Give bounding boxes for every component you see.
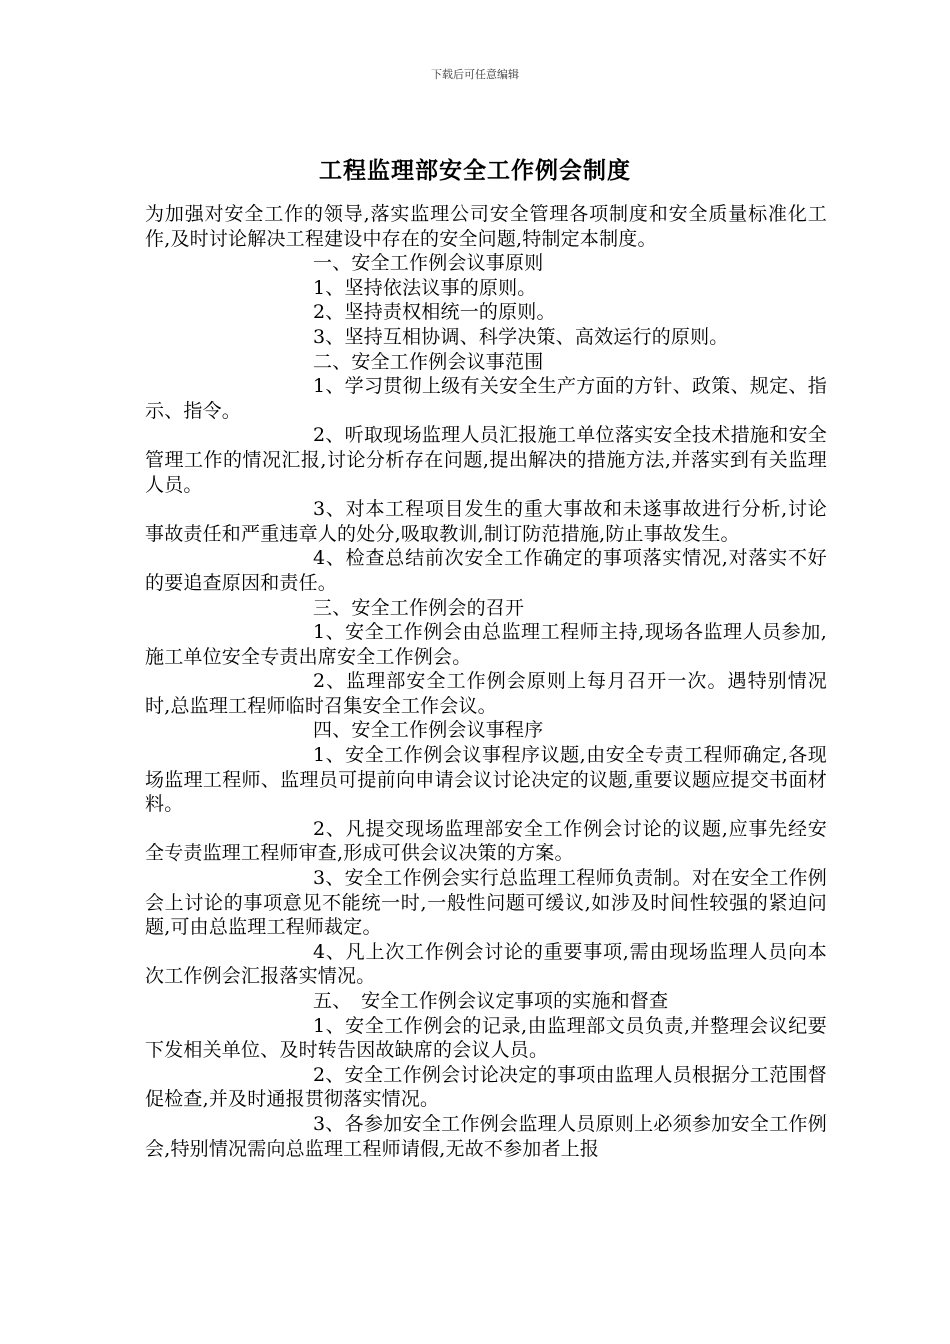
body-paragraph: 4、检查总结前次安全工作确定的事项落实情况,对落实不好的要追查原因和责任。 [145, 547, 827, 594]
document-body [145, 202, 827, 1161]
body-paragraph: 五、 安全工作例会议定事项的实施和督查 [313, 990, 669, 1012]
body-paragraph: 3、各参加安全工作例会监理人员原则上必须参加安全工作例会,特别情况需向总监理工程师请假,无故不参加者上报 [145, 1112, 827, 1160]
body-paragraph: 2、凡提交现场监理部安全工作例会讨论的议题,应事先经安全专责监理工程师审查,形成可供会议决策的方案。 [145, 817, 827, 865]
body-paragraph: 4、凡上次工作例会讨论的重要事项,需由现场监理人员向本次工作例会汇报落实情况。 [145, 940, 827, 988]
body-paragraph: 四、安全工作例会议事程序 [313, 719, 544, 742]
body-paragraph: 2、坚持责权相统一的原则。 [313, 301, 556, 324]
body-paragraph: 3、安全工作例会实行总监理工程师负责制。对在安全工作例会上讨论的事项意见不能统一时,一般性问题可缓议,如涉及时间性较强的紧迫问题,可由总监理工程师裁定。 [145, 867, 827, 939]
body-paragraph: 三、安全工作例会的召开 [313, 596, 525, 619]
body-paragraph: 为加强对安全工作的领导,落实监理公司安全管理各项制度和安全质量标准化工作,及时讨论解决工程建设中存在的安全问题,特制定本制度。 [145, 203, 827, 250]
body-paragraph: 1、坚持依法议事的原则。 [313, 276, 537, 299]
body-paragraph: 1、安全工作例会议事程序议题,由安全专责工程师确定,各现场监理工程师、监理员可提前向申请会议讨论决定的议题,重要议题应提交书面材料。 [145, 744, 827, 816]
body-paragraph: 2、监理部安全工作例会原则上每月召开一次。遇特别情况时,总监理工程师临时召集安全工作会议。 [145, 670, 827, 717]
body-paragraph: 3、坚持互相协调、科学决策、高效运行的原则。 [313, 325, 729, 348]
body-paragraph: 1、安全工作例会的记录,由监理部文员负责,并整理会议纪要下发相关单位、及时转告因故缺席的会议人员。 [145, 1014, 827, 1062]
body-paragraph: 3、对本工程项目发生的重大事故和未遂事故进行分析,讨论事故责任和严重违章人的处分,吸取教训,制订防范措施,防止事故发生。 [145, 498, 827, 545]
document-title: 工程监理部安全工作例会制度 [319, 157, 631, 184]
body-paragraph: 2、安全工作例会讨论决定的事项由监理人员根据分工范围督促检查,并及时通报贯彻落实情况。 [145, 1063, 827, 1111]
body-paragraph: 1、安全工作例会由总监理工程师主持,现场各监理人员参加,施工单位安全专责出席安全工作例会。 [145, 621, 827, 668]
body-paragraph: 2、听取现场监理人员汇报施工单位落实安全技术措施和安全管理工作的情况汇报,讨论分析存在问题,提出解决的措施方法,并落实到有关监理人员。 [145, 424, 827, 496]
body-paragraph: 1、学习贯彻上级有关安全生产方面的方针、政策、规定、指示、指令。 [145, 375, 827, 422]
header-note: 下载后可任意编辑 [431, 68, 519, 81]
body-paragraph: 一、安全工作例会议事原则 [313, 252, 544, 275]
body-paragraph: 二、安全工作例会议事范围 [313, 350, 544, 373]
